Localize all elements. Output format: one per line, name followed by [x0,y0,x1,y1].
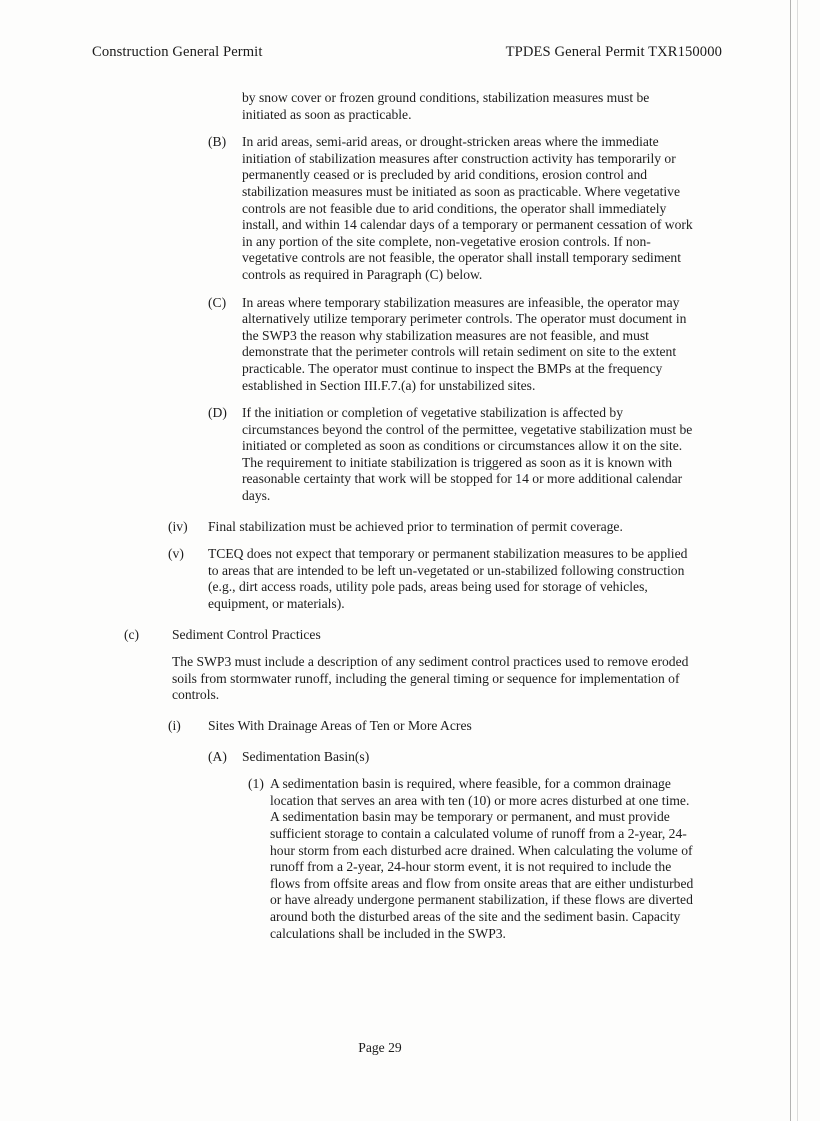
list-item-D [208,405,696,505]
section-heading-c [124,627,696,644]
header-right-permit-number: TPDES General Permit TXR150000 [505,44,722,60]
list-marker-D: (D) [208,405,227,421]
list-text-C: In areas where temporary stabilization measures are infeasible, the operator may alternatively utilize temporary perimeter controls. The operator must document in the SWP3 the reason why stabilization measures are not feasible, and must demonstrate that the perimeter controls will retain sediment on site to the extent practicable. The operator must continue to inspect the BMPs at the frequency established in Section III.F.7.(a) for unstabilized sites. [242,294,687,393]
list-marker-C: (C) [208,294,227,310]
document-body [0,90,820,953]
paragraph-continued-text: by snow cover or frozen ground conditions, stabilization measures must be initiated as soon as practicable. [242,90,650,122]
page-header [92,44,722,61]
list-text-iv: Final stabilization must be achieved prior to termination of permit coverage. [208,518,623,534]
list-text-D: If the initiation or completion of vegetative stabilization is affected by circumstances beyond the control of the permittee, vegetative stabilization must be initiated or completed as soon as conditions or circumstances allow it on the site. The requirement to initiate stabilization is triggered as soon as it is known with reasonable certainty that work will be stopped for 14 or more additional calendar days. [242,405,693,504]
header-left-title: Construction General Permit [92,44,263,60]
list-item-iv [168,519,696,536]
section-marker-c: (c) [124,626,140,642]
list-item-i [168,718,696,735]
list-item-A [208,749,696,766]
paragraph-continued [242,90,696,123]
list-marker-iv: (iv) [168,518,188,534]
section-c-paragraph [172,654,696,704]
page-footer [0,1040,760,1056]
list-marker-i: (i) [168,718,181,733]
list-text-v: TCEQ does not expect that temporary or permanent stabilization measures to be applied to areas that are intended to be left un-vegetated or un-stabilized following construction (e.g., dirt access roads, utility pole pads, areas being used for storage of vehicles, equipment, or materials). [208,546,688,612]
list-marker-v: (v) [168,546,184,562]
list-text-i: Sites With Drainage Areas of Ten or More Acres [208,718,472,733]
section-heading-c-text: Sediment Control Practices [172,626,321,642]
list-text-1: A sedimentation basin is required, where feasible, for a common drainage location that serves an area with ten (10) or more acres disturbed at one time. A sedimentation basin may be temporary or permanent, and must provide sufficient storage to contain a calculated volume of runoff from a 2-year, 24-hour storm from each disturbed acre drained. When calculating the volume of runoff from a 2-year, 24-hour storm event, it is not required to include the flows from offsite areas and flow from onsite areas that are either undisturbed or have already undergone permanent stabilization, if these flows are diverted around both the disturbed areas of the site and the sediment basin. Capacity calculations shall be included in the SWP3. [270,776,694,941]
list-item-C [208,295,696,395]
list-text-B: In arid areas, semi-arid areas, or drought-stricken areas where the immediate initiation of stabilization measures after construction activity has temporarily or permanently ceased or is precluded by arid conditions, erosion control and stabilization measures must be initiated as soon as practicable. Where vegetative controls are not feasible due to arid conditions, the operator shall immediately install, and within 14 calendar days of a temporary or permanent cessation of work in any portion of the site complete, non-vegetative erosion controls. If non-vegetative controls are not feasible, the operator shall install temporary sediment controls as required in Paragraph (C) below. [242,134,693,282]
page-number: Page 29 [358,1040,402,1055]
list-marker-1: (1) [248,776,264,792]
list-item-1 [248,776,696,942]
list-item-v [168,546,696,612]
list-item-B [208,134,696,283]
list-marker-B: (B) [208,134,227,150]
list-marker-A: (A) [208,748,227,764]
list-text-A: Sedimentation Basin(s) [242,748,370,764]
section-c-paragraph-text: The SWP3 must include a description of any sediment control practices used to remove eroded soils from stormwater runoff, including the general timing or sequence for implementation of controls. [172,654,689,703]
